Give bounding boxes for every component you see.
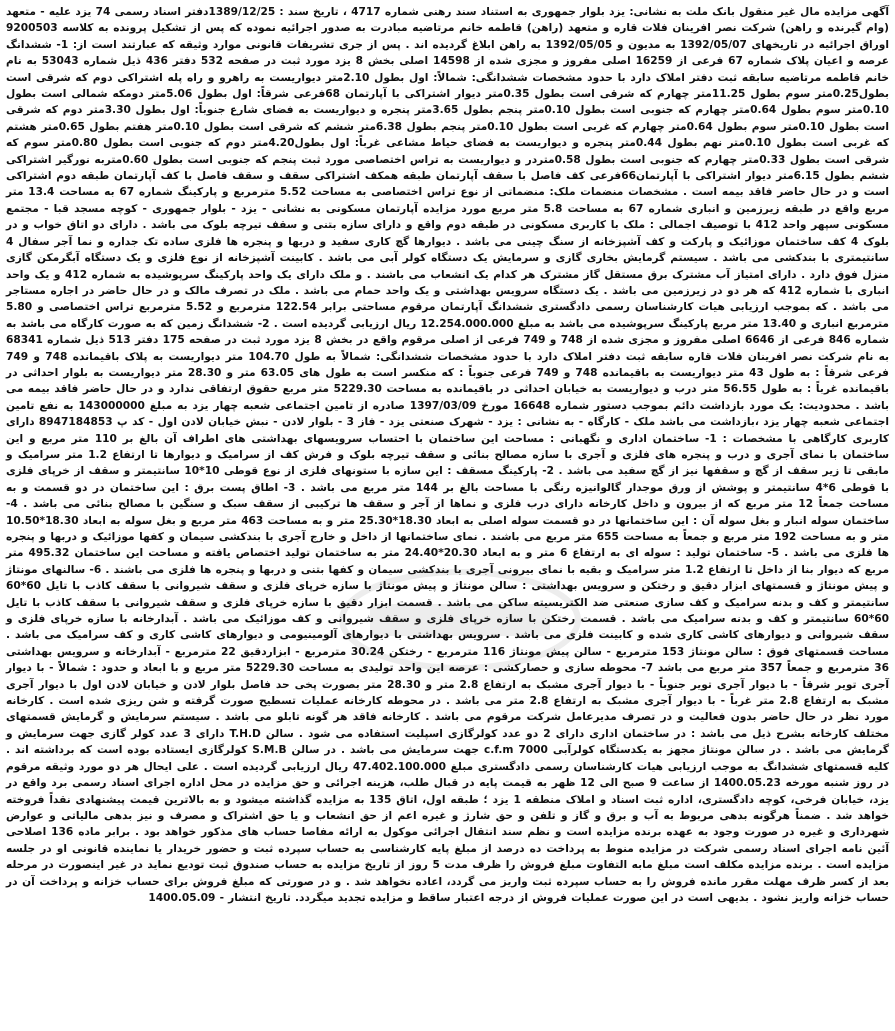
auction-notice-body: آگهی مزایده مال غیر منقول بانک ملت به نشانی: یزد بلوار جمهوری به استناد سند رهنی شماره 4717 ، تاریخ سند : 1389/12/25دفتر اسناد رسمی 74 یزد علیه - متعهد (وام گیرنده و راهن) شرکت نصر افرینان فلات قاره و متعهد (راهن) قاطمه خانم مرتاضیه مبادرت به صدور اجرائیه نموده که پس از تشکیل پرونده به کلاسه 9200503 اوراق اجرائیه در تاریخهای 1392/05/07 به مدیون و 1392/05/05 به راهن ابلاغ گردیده اند . پس از جری تشریفات قانونی موارد وثیقه که عبارتند است از: 1- ششدانگ عرصه و اعیان پلاک شماره 67 فرعی از 16259 اصلی مفروز و مجزی شده از 14598 اصلی بخش 8 یزد مورد ثبت در صفحه 532 دفتر 436 ذیل شماره 53043 به نام خانم قاطمه مرتاضیه سابقه ثبت دفتر املاک دارد با حدود مشخصات ششدانگی: شمالاً: اول بطول 2.10متر دیواریست به راهرو و راه پله اشتراکی دوم که شرقی است بطول0.25متر سوم بطول 11.25متر چهارم که شرقی است بطول 0.35متر دیوار اشتراکی با آپارتمان 68فرعی شرقاً: اول بطول 5.06متر دومکه شمالی است بطول 0.10متر سوم بطول 0.64متر چهارم که جنوبی است بطول 0.10متر پنجم بطول 3.65متر پنجره و دیواریست به فضای شارع جنوباً: اول بطول 3.30متر دوم که شرقی است بطول 0.10متر سوم بطول 0.64متر چهارم که غربی است بطول 0.10متر پنجم بطول 6.38متر ششم که شرقی است بطول 0.10متر هفتم بطول 0.65متر هشتم که غربی است بطول 0.10متر نهم بطول 0.44متر پنجره و دیواریست به فضای حیاط مشاعی غرباً: اول بطول4.20متر دوم که جنوبی است بطول 0.80متر سوم که شرقی است بطول 0.33متر چهارم که جنوبی است بطول 0.58متردر و دیواریست به تراس اختصاصی مورد ثبت پنجم که جنوبی است بطول 0.60متربه نورگیر اشتراکی ششم بطول 6.15متر دیوار اشتراکی با آپارتمان66فرعی کف فاصل با سقف آپارتمان طبقه همکف اشتراکی سقف و سقف فاصل با کف آپارتمان طبقه دوم اشتراکی است و در حال حاضر فاقد بیمه است . مشخصات منضمات ملک: منضماتی از نوع تراس اختصاصی به مساحت 5.52 مترمربع و پارکینگ شماره 67 به مساحت 13.4 متر مربع واقع در طبقه زیرزمین و انباری شماره 67 به مساحت 5.8 متر مربع مورد مزایده آپارتمان مسکونی به نشانی - یزد - بلوار جمهوری - کوچه مسجد قبا - مجتمع مسکونی سپهر واحد 412 با توصیف اجمالی : ملک با کاربری مسکونی در طبقه دوم واقع و دارای سازه بتنی و سقف تیرچه بلوک می باشد . دارای دو اتاق خواب و در بلوک 4 کف ساختمان موزائیک و پارکت و کف آشپزخانه از سنگ چینی می باشد . دیوارها گچ کاری سفید و دربها و پنجره ها فلزی ساده تک جداره و نما آجر سفال 4 سانتیمتری با بندکشی می باشد . سیستم گرمایش بخاری گازی و سرمایش یک دستگاه کولر آبی می باشد . کابینت آشپزخانه از نوع فلزی و یک دستگاه آبگرمکن گازی منزل فوق دارد . دارای امتیاز آب مشترک برق مستقل گاز مشترک هر کدام یک انشعاب می باشند . و ملک دارای یک واحد پارکینگ سرپوشیده به شماره 412 و یک واحد انباری با شماره 412 که هر دو در زیرزمین می باشد . یک دستگاه سرویس بهداشتی و یک واحد حمام می باشد . ملک در تصرف مالک و در حال حاضر در اجاره مستاجر می باشد . که بموجب ارزیابی هیات کارشناسان رسمی دادگستری ششدانگ آپارتمان مرقوم مساحتی برابر 122.54 مترمربع و 5.52 مترمربع تراس اختصاصی و 5.80 مترمربع انباری و 13.40 متر مربع پارکینگ سرپوشیده می باشد به مبلغ 12.254.000.000 ریال ارزیابی گردیده است . 2- ششدانگ زمین که به صورت کارگاه می باشد به شماره 846 فرعی از 6646 اصلی مفروز و مجزی شده از 748 و 749 فرعی از اصلی مرقوم واقع در بخش 8 یزد مورد ثبت در صفحه 175 دفتر 513 ذیل شماره 68341 به نام شرکت نصر افرینان فلات قاره سابقه ثبت دفتر املاک دارد با حدود مشخصات ششدانگی: شمالاً به طول 104.70 متر دیواریست به پلاک باقیمانده 748 و 749 فرعی شرقاً : به طول 43 متر دیواریست به باقیمانده 748 و 749 فرعی جنوباً : که منکسر است به طول های 63.05 متر و 28.30 متر دیواریست به بلوار احداثی در باقیمانده غرباً : به طول 56.55 متر درب و دیواریست به خیابان احداثی در باقیمانده به مساحت 5229.30 متر مربع حقوق ارتفاقی ندارد و در حال حاضر فاقد بیمه می باشد . محدودیت: یک مورد بازداشت دائم بموجب دستور شماره 16648 مورخ 1397/03/09 صادره از تامین اجتماعی شعبه چهار یزد به مبلغ 143000000 به نفع تامین اجتماعی شعبه چهار یزد ،بازداشت می باشد ملک - کارگاه - به نشانی : یزد - شهرک صنعتی یزد - فاز 3 - بلوار لادن - نبش خیابان لادن اول - کد پ 8947184853 دارای کاربری کارگاهی با مشخصات : 1- ساختمان اداری و نگهبانی : مساحت این ساختمان با احتساب سرویسهای بهداشتی های اطراف آن بالغ بر 110 متر مربع و این ساختمان با نمای آجری و درب و پنجره های فلزی و آجری با سازه مصالح بنائی و سقف تیرچه بلوک و فرش کف از سرامیک و دیوارها تا ارتفاع 1.2 متر سرامیک و مابقی تا زیر سقف از گچ و سقفها نیز از گچ سفید می باشد . 2- پارکینگ مسقف : این سازه با ستونهای فلزی از نوع قوطی 10*10 سانتیمتر و سقف از خرپای فلزی با قوطی 6*4 سانتیمتر و پوشش از ورق موجدار گالوانیزه رنگی با مساحت بالغ بر 144 متر مربع می باشد . 3- اطاق پست برق : این ساختمان در دو قسمت و به مساحت جمعاً 12 متر مربع که از بیرون و داخل کارخانه دارای درب فلزی و نماها از آجر و سقف ها ترکیبی از سقف سبک و سنگین با مصالح بنائی می باشد . 4- ساختمان سوله انبار و بغل سوله آن : این ساختمانها در دو قسمت سوله اصلی به ابعاد 18.30*25.30 متر و به مساحت 463 متر مربع و بغل سوله به ابعاد 18.30*10.50 متر و به مساحت 192 متر مربع و جمعاً به مساحت 655 متر مربع می باشند . نمای ساختمانها از داخل و خارج آجری با بندکشی سیمان و کفها موزائیک و دربها و پنجره ها فلزی می باشد . 5- ساختمان تولید : سوله ای به ارتفاع 6 متر و به ابعاد 20.30*24.40 متر به ساختمان تولید اختصاص یافته و مساحت این ساختمان 495.32 متر مربع که دیوار بنا از داخل تا ارتفاع 1.2 متر سرامیک و بقیه با نمای بیرونی آجری با بندکشی سیمان و کفها بتنی و دربها و پنجره ها فلزی می باشند . 6- سالنهای مونتاژ و پیش مونتاژ و قسمتهای ابزار دقیق و رختکن و سرویس بهداشتی : سالن مونتاژ و پیش مونتاژ با سازه خرپای فلزی و سقف شیروانی با سقف کاذب با تایل 60*60 سانتیمتر و کف و بدنه سرامیک و کف سازی صنعتی ضد الکتریسیته ساکن می باشد . قسمت ابزار دقیق با سازه خرپای فلزی و سقف شیروانی با سقف کاذب با تایل 60*60 سانتیمتر و کف و بدنه سرامیک می باشد . قسمت رختکن با سازه خرپای فلزی و سقف شیروانی و کف موزائیک می باشد . آبدارخانه با سازه خرپای فلزی و سقف شیروانی و دیوارهای کاشی کاری شده و کابینت فلزی می باشد . سرویس بهداشتی با دیوارهای آلومینیومی و دیوارهای کاشی کاری و کف سرامیک می باشد . مساحت قسمتهای فوق : سالن مونتاژ 153 مترمربع - سالن پیش مونتاژ 116 مترمربع - رختکن 30.24 مترمربع - ابزاردقیق 22 مترمربع - آبدارخانه و سرویس بهداشتی 36 مترمربع و جمعاً 357 متر مربع می باشد 7- محوطه سازی و حصارکشی : عرصه این واحد تولیدی به مساحت 5229.30 متر مربع و با ابعاد و حدود : شمالاً - با دیوار آجری تویر شرقاً - با دیوار آجری تویر جنوباً - با دیوار آجری مشبک به ارتفاع 2.8 متر و 28.30 متر بصورت پخی حد فاصل بلوار لادن و خیابان لادن اول با دیوار آجری مشبک به ارتفاع 2.8 متر غرباً - با دیوار آجری مشبک به ارتفاع 2.8 متر می باشد . در محوطه کارخانه عملیات تسطیح صورت گرفته و شن ریزی شده است . کارخانه مورد نظر در حال حاضر بدون فعالیت و در تصرف مدیرعامل شرکت مرقوم می باشد . کارخانه فاقد هر گونه تابلو می باشد . سیستم سرمایش و گرمایش قسمتهای مختلف کارخانه بشرح ذیل می باشد : در ساختمان اداری دارای 2 دو عدد کولرگازی اسپلیت استفاده می شود . سالن T.H.D دارای 3 عدد کولر گازی جهت سرمایش و گرمایش می باشد . در سالن مونتاژ مجهز به یکدستگاه کولرآبی 7000 c.f.m جهت سرمایش می باشد . در سالن S.M.B کولرگازی ایستاده بوده است که برداشته اند . کلیه قسمتهای ششدانگ به موجب ارزیابی هیات کارشناسان رسمی دادگستری مبلغ 47.402.100.000 ریال ارزیابی گردیده است . علی ایحال هر دو مورد وثیقه مرقوم در روز شنبه مورخه 1400.05.23 از ساعت 9 صبح الی 12 ظهر به قیمت پایه در قبال طلب، هزینه اجرائی و حق مزایده در محل اداره اجرای اسناد رسمی برد واقع در یزد، خیابان فرخی، کوچه دادگستری، اداره ثبت اسناد و املاک منطقه 1 یزد ؛ طبقه اول، اتاق 135 به مزایده گذاشته میشود و به بالاترین قیمت پیشنهادی نقداً فروخته خواهد شد . ضمناً هرگونه بدهی مربوط به آب و برق و گاز و تلفن و حق شارژ و غیره اعم از حق انشعاب و یا حق اشتراک و مصرف و نیز بدهی مالیاتی و عوارض شهرداری و غیره در صورت وجود به عهده برنده مزایده است و نظم سند انتقال اجرائی موکول به ارائه مفاصا حساب های مذکور خواهد بود . برابر ماده 136 اصلاحی آئین نامه اجرای اسناد رسمی شرکت در مزایده منوط به پرداخت ده درصد از مبلغ پایه کارشناسی به حساب سپرده ثبت و حضور خریدار یا نماینده قانونی او در جلسه مزایده است . برنده مزایده مکلف است مبلغ مابه التفاوت مبلغ فروش را ظرف مدت 5 روز از تاریخ مزایده به حساب صندوق ثبت تودیع نماید در غیر اینصورت در مرحله بعد از کسر ظرف مهلت مقرر مانده فروش را به حساب سپرده ثبت واریز می گردد، اعاده نخواهد شد . و در صورتی که مبلغ فروش برای حساب خزانه و پرداخت آن در حساب خزانه واریز نشود . بدیهی است در این صورت عملیات فروش از درجه اعتبار ساقط و مزایده تجدید میگردد. تاریخ انتشار - 1400.05.09 — [6, 6, 890, 904]
